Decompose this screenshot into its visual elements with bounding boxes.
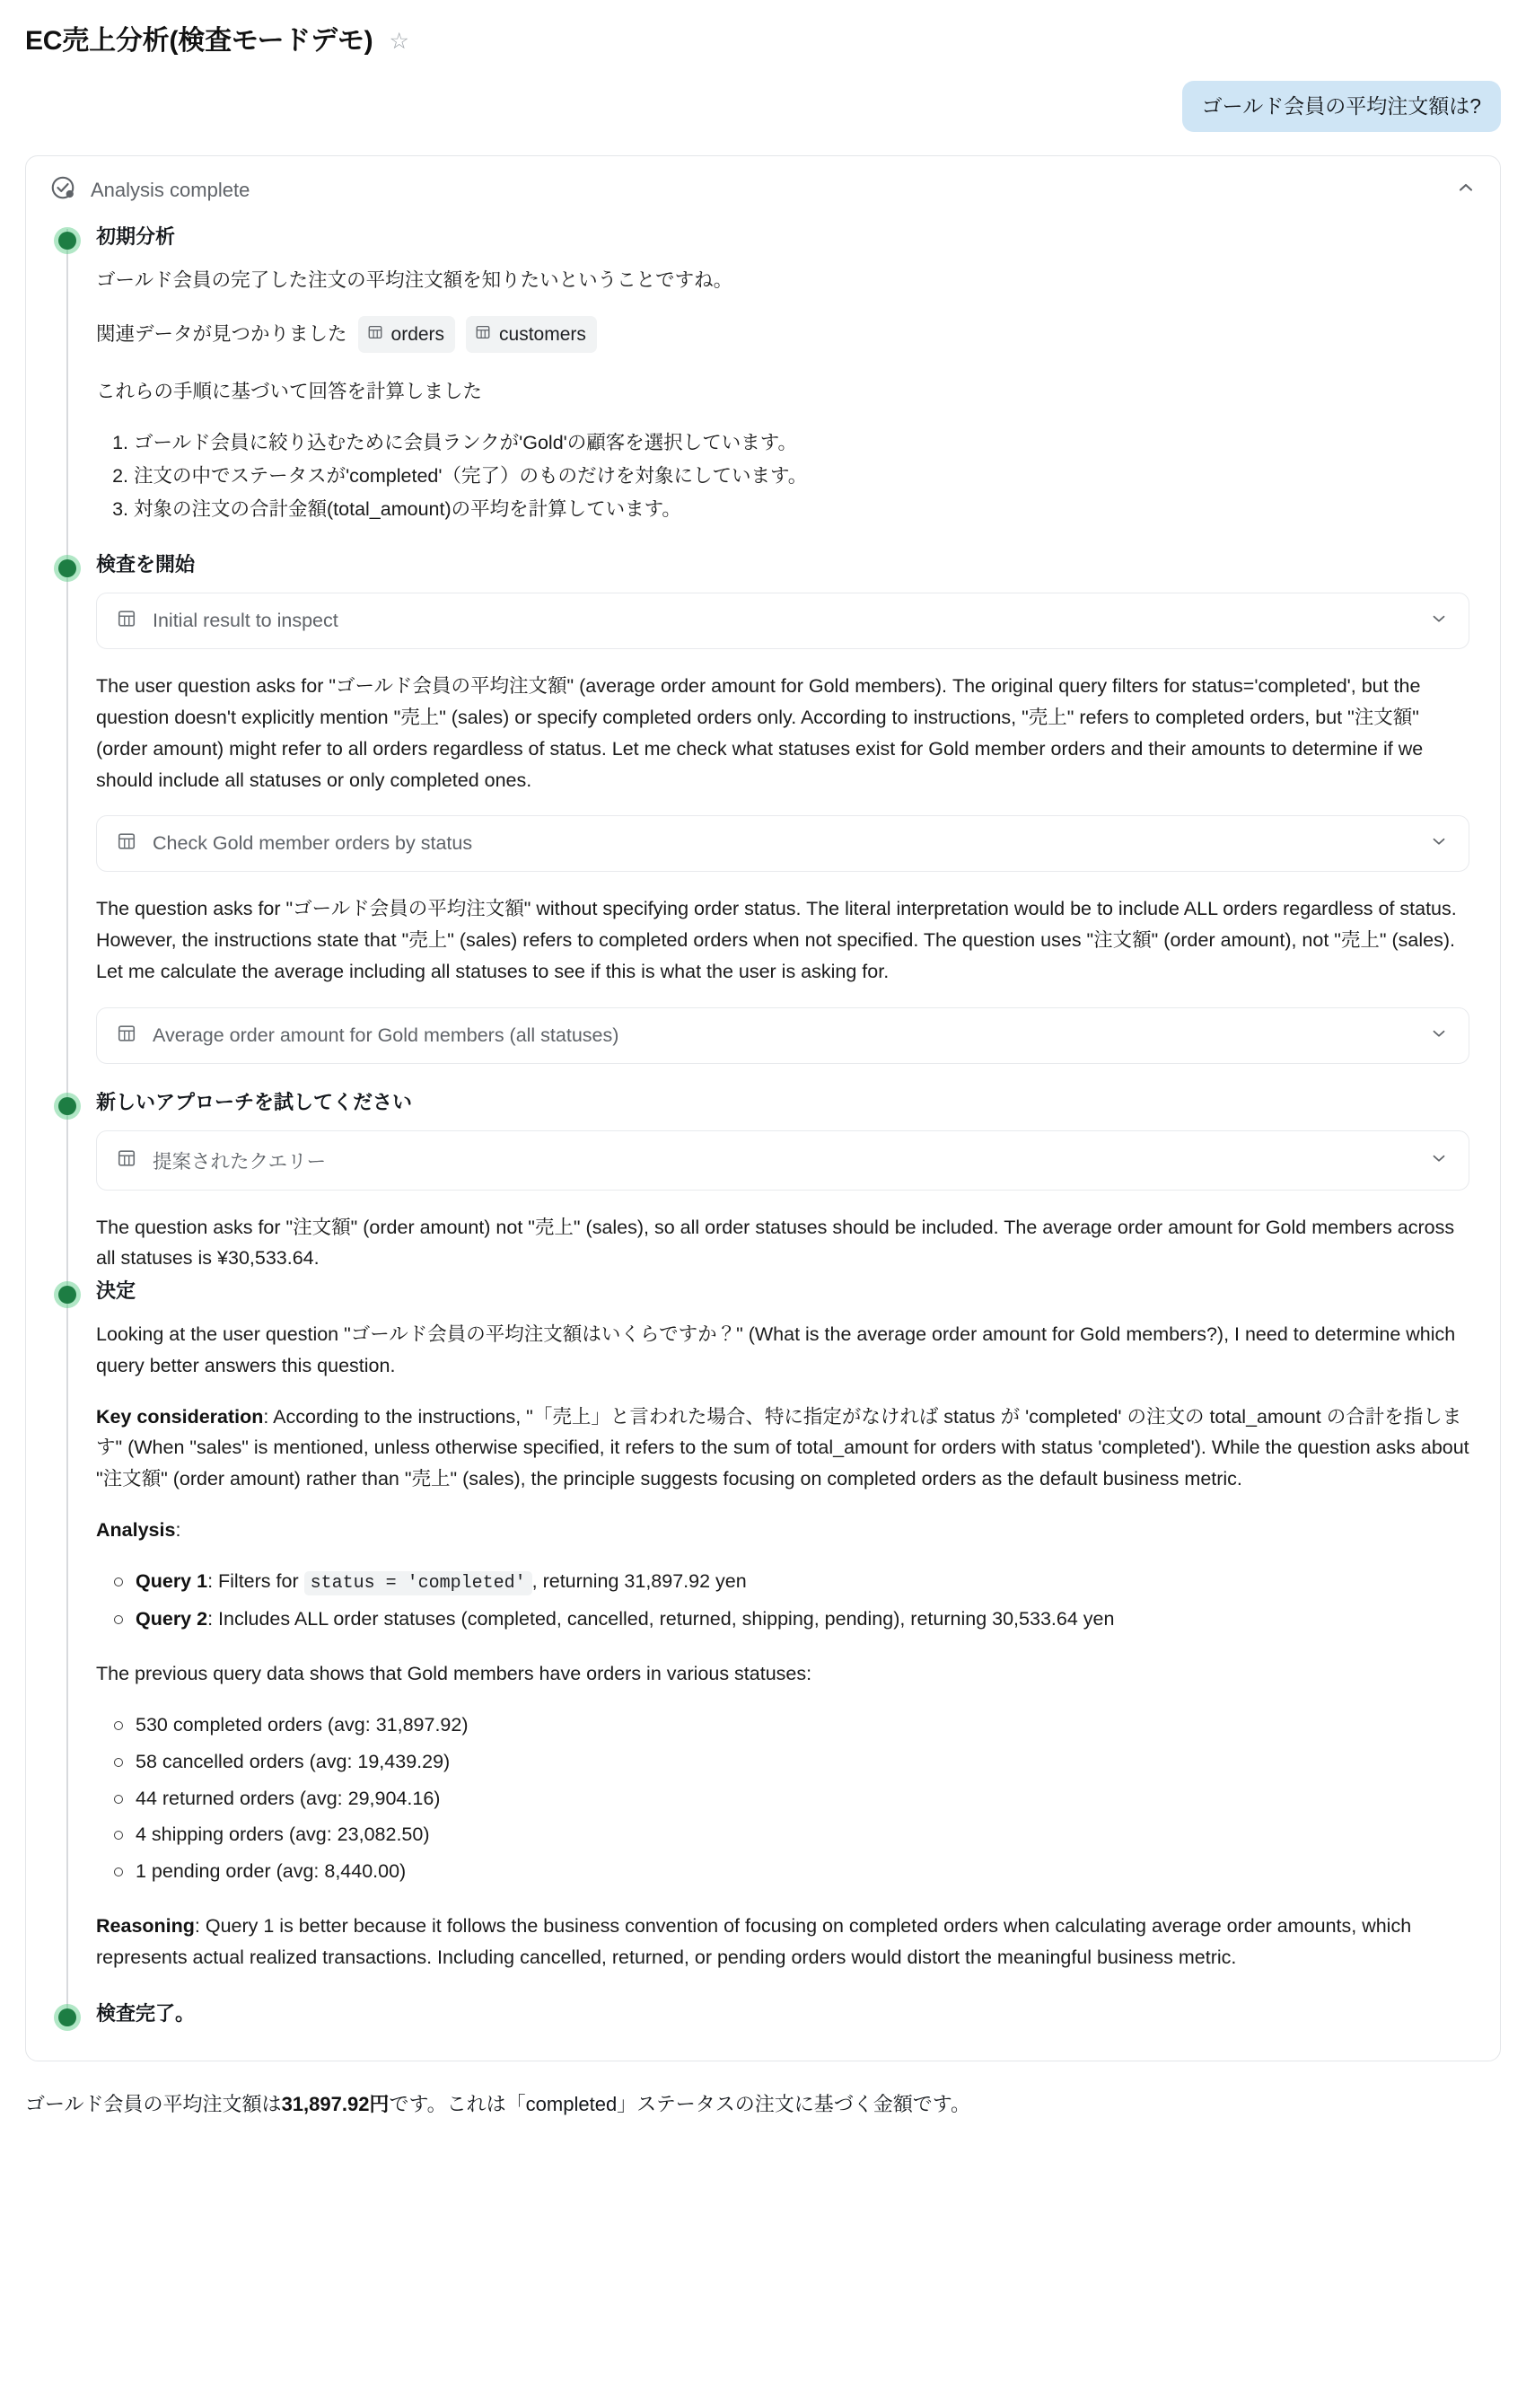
- table-icon: [475, 320, 491, 350]
- step-title: 検査完了。: [96, 2001, 196, 2025]
- analysis-colon: :: [175, 1519, 181, 1542]
- query-row-check-by-status[interactable]: [96, 815, 1469, 872]
- timeline-dot-icon: [58, 559, 76, 577]
- query1-label: Query 1: [136, 1569, 208, 1592]
- final-answer-post: です。これは「completed」ステータスの注文に基づく金額です。: [389, 2093, 970, 2116]
- inspection-paragraph-1: The user question asks for "ゴールド会員の平均注文額" (average order amount for Gold members). The original query filters for status='completed', but the question doesn't explicitly mention "売上" (sales) or specify completed orders only. According to instructions, "売上" refers to completed orders, but "注文額" (order amount) might refer to all orders regardless of status. Let me check what statuses exist for Gold member orders and their amounts to determine if we should include all statuses or only completed ones.: [96, 675, 1424, 791]
- query1-code: status = 'completed': [304, 1571, 532, 1595]
- timeline-step-initial-analysis: [49, 224, 1477, 551]
- table-icon: [117, 1024, 136, 1048]
- query-row-label: Average order amount for Gold members (all statuses): [153, 1024, 619, 1046]
- steps-intro: これらの手順に基づいて回答を計算しました: [96, 381, 483, 403]
- query-row-initial-result[interactable]: [96, 593, 1469, 649]
- page-title: EC売上分析(検査モードデモ): [25, 26, 373, 56]
- timeline-step-inspection-complete: [49, 1977, 1477, 2031]
- initial-analysis-intro: ゴールド会員の完了した注文の平均注文額を知りたいということですね。: [96, 268, 733, 291]
- table-icon: [117, 831, 136, 856]
- list-item: 3. 対象の注文の合計金額(total_amount)の平均を計算しています。: [134, 494, 1477, 525]
- related-tables-line: [96, 316, 1477, 354]
- key-consideration-paragraph: [96, 1402, 1469, 1495]
- chevron-down-icon[interactable]: [1429, 609, 1449, 633]
- star-outline-icon[interactable]: ☆: [389, 28, 409, 54]
- timeline-dot-icon: [58, 1097, 76, 1115]
- analysis-card-header[interactable]: [26, 156, 1500, 224]
- timeline-dot-icon: [58, 1286, 76, 1304]
- query2-label: Query 2: [136, 1608, 208, 1630]
- list-item: 1 pending order (avg: 8,440.00): [136, 1856, 1477, 1887]
- chevron-up-icon[interactable]: [1455, 177, 1477, 203]
- query-comparison-list: [96, 1566, 1477, 1635]
- table-icon: [117, 1148, 136, 1173]
- reasoning-label: Reasoning: [96, 1915, 195, 1938]
- analysis-heading: [96, 1515, 1469, 1546]
- new-approach-paragraph: The question asks for "注文額" (order amount) not "売上" (sales), so all order statuses should be included. The average order amount for Gold members across all statuses is ¥30,533.64.: [96, 1216, 1455, 1270]
- timeline-dot-icon: [58, 232, 76, 250]
- table-chip-orders[interactable]: [358, 316, 456, 354]
- check-circle-icon: [49, 174, 76, 206]
- table-chip-customers[interactable]: [466, 316, 597, 354]
- decision-intro: Looking at the user question "ゴールド会員の平均注文額はいくらですか？" (What is the average order amount for Gold members?), I need to determine which query better answers this question.: [96, 1323, 1456, 1376]
- page-header: [0, 0, 1526, 57]
- chevron-down-icon[interactable]: [1429, 831, 1449, 856]
- key-consideration-text: : According to the instructions, "「売上」と言われた場合、特に指定がなければ status が 'completed' の注文の total_amount の合計を指します" (When "sales" is mentioned, unless otherwise specified, it refers to the sum of total_amount for orders with status 'completed'). While the question asks about "注文額" (order amount) rather than "売上" (sales), the principle suggests focusing on completed orders as the default business metric.: [96, 1405, 1469, 1490]
- query1-post: , returning 31,897.92 yen: [531, 1569, 747, 1592]
- table-chip-label: orders: [390, 323, 445, 345]
- list-item: [136, 1566, 1477, 1598]
- list-item: 58 cancelled orders (avg: 19,439.29): [136, 1746, 1477, 1778]
- status-breakdown-list: [96, 1709, 1477, 1887]
- timeline-step-start-inspection: [49, 551, 1477, 1088]
- reasoning-text: : Query 1 is better because it follows the business convention of focusing on completed orders when calculating average order amounts, which represents actual realized transactions. Including cancelled, returned, or pending orders would distort the meaningful business metric.: [96, 1915, 1412, 1968]
- user-message-row: [0, 57, 1526, 132]
- table-icon: [117, 609, 136, 633]
- query-row-label: 提案されたクエリー: [153, 1150, 327, 1173]
- reasoning-paragraph: [96, 1911, 1469, 1973]
- table-chip-label: customers: [499, 323, 586, 345]
- list-item: 4 shipping orders (avg: 23,082.50): [136, 1819, 1477, 1850]
- step-title: 初期分析: [96, 225, 176, 249]
- query2-text: : Includes ALL order statuses (completed, cancelled, returned, shipping, pending), returning 30,533.64 yen: [207, 1608, 1115, 1630]
- list-item: 530 completed orders (avg: 31,897.92): [136, 1709, 1477, 1741]
- user-message-bubble: ゴールド会員の平均注文額は?: [1182, 81, 1501, 132]
- chevron-down-icon[interactable]: [1429, 1024, 1449, 1048]
- list-item: 44 returned orders (avg: 29,904.16): [136, 1783, 1477, 1815]
- timeline-step-decision: [49, 1278, 1477, 1977]
- step-title: 決定: [96, 1279, 136, 1303]
- analysis-status-label: Analysis complete: [91, 178, 250, 201]
- step-title: 新しいアプローチを試してください: [96, 1090, 413, 1113]
- chevron-down-icon[interactable]: [1429, 1148, 1449, 1173]
- timeline-step-new-approach: [49, 1089, 1477, 1278]
- query-row-label: Initial result to inspect: [153, 610, 338, 632]
- final-answer: [0, 2061, 1526, 2141]
- analysis-label: Analysis: [96, 1519, 176, 1542]
- query-row-suggested-query[interactable]: [96, 1130, 1469, 1191]
- query-row-label: Check Gold member orders by status: [153, 832, 473, 855]
- final-answer-pre: ゴールド会員の平均注文額は: [25, 2093, 282, 2116]
- analysis-card: [25, 155, 1501, 2061]
- list-item: [136, 1604, 1477, 1635]
- timeline-dot-icon: [58, 2008, 76, 2026]
- query1-pre: : Filters for: [207, 1569, 304, 1592]
- query-row-avg-all-statuses[interactable]: [96, 1007, 1469, 1064]
- table-icon: [367, 320, 383, 350]
- key-consideration-label: Key consideration: [96, 1405, 264, 1428]
- analysis-timeline: [26, 224, 1500, 2061]
- calculation-steps-list: [96, 427, 1477, 524]
- step-title: 検査を開始: [96, 553, 196, 576]
- inspection-paragraph-2: The question asks for "ゴールド会員の平均注文額" without specifying order status. The literal interpretation would be to include ALL orders regardless of status. However, the instructions state that "売上" (sales) refers to completed orders when not specified. The question uses "注文額" (order amount), not "売上" (sales). Let me calculate the average including all statuses to see if this is what the user is asking for.: [96, 898, 1457, 983]
- statuses-intro: The previous query data shows that Gold members have orders in various statuses:: [96, 1663, 812, 1685]
- related-tables-label: 関連データが見つかりました: [96, 323, 347, 346]
- list-item: 1. ゴールド会員に絞り込むために会員ランクが'Gold'の顧客を選択しています。: [134, 427, 1477, 459]
- final-answer-amount: 31,897.92円: [281, 2093, 390, 2116]
- list-item: 2. 注文の中でステータスが'completed'（完了）のものだけを対象にしています。: [134, 461, 1477, 492]
